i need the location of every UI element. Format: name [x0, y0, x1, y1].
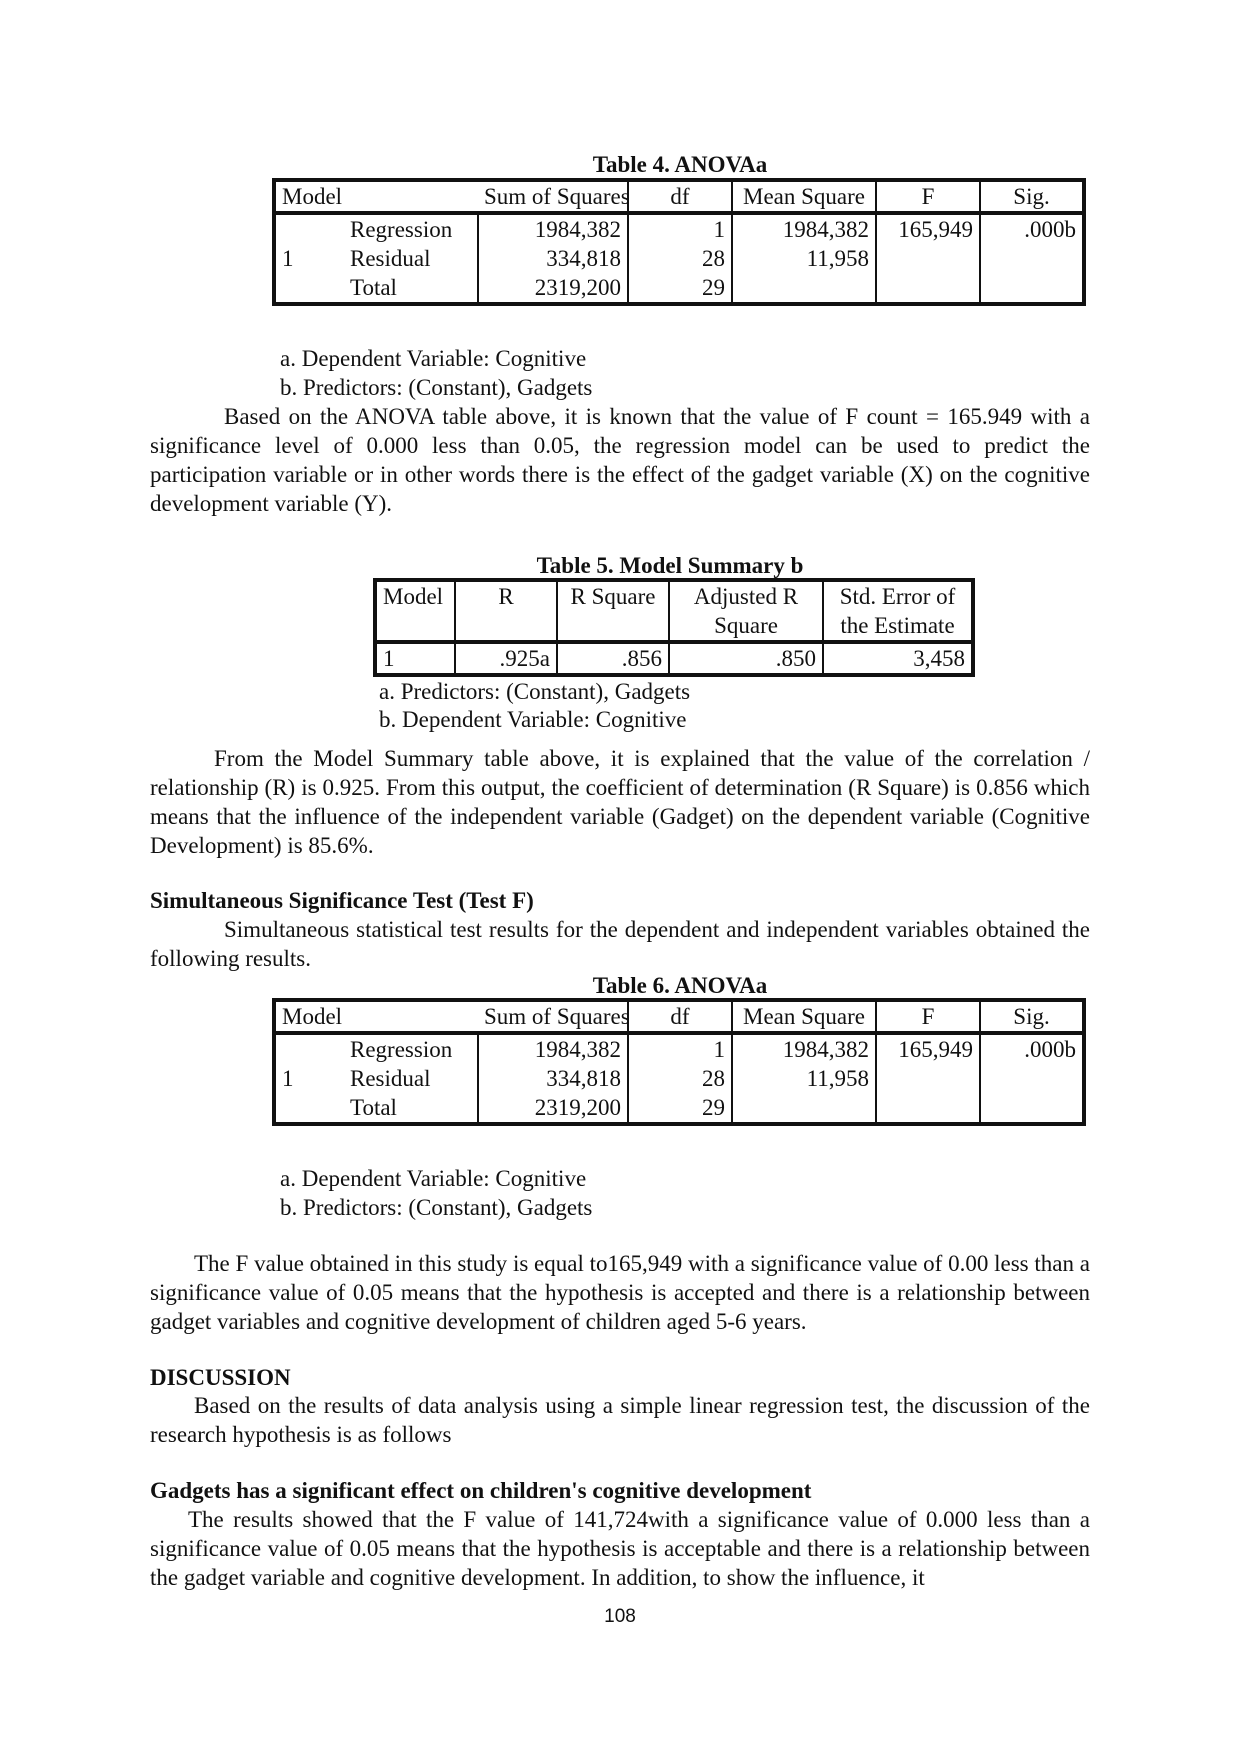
header-r: R	[455, 580, 557, 642]
cell-sig	[980, 244, 1084, 273]
table5-note-b: b. Dependent Variable: Cognitive	[379, 707, 687, 732]
cell-f	[876, 244, 980, 273]
table4-note-a: a. Dependent Variable: Cognitive	[280, 346, 587, 371]
cell-sig: .000b	[1024, 1037, 1076, 1062]
header-df: df	[628, 180, 732, 213]
cell-ms: 11,958	[732, 244, 876, 273]
table6-caption: Table 6. ANOVAa	[592, 973, 768, 998]
row-label: Total	[344, 273, 478, 304]
cell-ms	[732, 1093, 876, 1124]
table5-model-summary	[373, 578, 975, 677]
table6-note-a: a. Dependent Variable: Cognitive	[280, 1166, 587, 1191]
table6-anova	[272, 998, 1086, 1126]
row-label: Residual	[344, 1064, 478, 1093]
cell-f	[876, 1064, 980, 1093]
cell-r: .925a	[455, 642, 557, 675]
cell-ms: 1984,382	[732, 1033, 876, 1064]
cell-df: 1	[628, 1033, 732, 1064]
header-std-error: Std. Error of the Estimate	[823, 580, 973, 642]
cell-sig	[980, 1093, 1084, 1124]
header-model: Model	[274, 1000, 478, 1033]
cell-r-square: .856	[557, 642, 669, 675]
header-df: df	[628, 1000, 732, 1033]
table-row	[274, 273, 1084, 304]
paragraph-f-value-result: The F value obtained in this study is equal to165,949 with a significance value of 0.00 less than a significance value of 0.05 means that the hypothesis is accepted and there is a relationship between gadget variables and cognitive development of children aged 5-6 years.	[150, 1251, 1090, 1334]
header-model: Model	[375, 580, 455, 642]
cell-ss: 334,818	[478, 244, 628, 273]
header-f: F	[876, 1000, 980, 1033]
paragraph-simultaneous-intro: Simultaneous statistical test results for the dependent and independent variables obtained the following results.	[150, 917, 1090, 971]
cell-ms: 11,958	[732, 1064, 876, 1093]
paragraph-gadgets-effect: The results showed that the F value of 141,724with a significance value of 0.000 less than a significance value of 0.05 means that the hypothesis is acceptable and there is a relationship between the gadget variable and cognitive development. In addition, to show the influence, it	[150, 1507, 1090, 1590]
cell-sig	[980, 273, 1084, 304]
header-mean-square: Mean Square	[732, 180, 876, 213]
paragraph-discussion-intro: Based on the results of data analysis using a simple linear regression test, the discussion of the research hypothesis is as follows	[150, 1393, 1090, 1447]
table6-note-b: b. Predictors: (Constant), Gadgets	[280, 1195, 593, 1220]
table5-note-a: a. Predictors: (Constant), Gadgets	[379, 679, 691, 704]
row-label: Regression	[344, 1033, 478, 1064]
header-mean-square: Mean Square	[732, 1000, 876, 1033]
cell-f	[876, 273, 980, 304]
header-f: F	[876, 180, 980, 213]
cell-df: 28	[628, 1064, 732, 1093]
cell-std-error: 3,458	[913, 646, 965, 671]
heading-simultaneous-test: Simultaneous Significance Test (Test F)	[150, 888, 534, 913]
cell-ss: 2319,200	[478, 1093, 628, 1124]
paragraph-anova-interpretation: Based on the ANOVA table above, it is known that the value of F count = 165.949 with a significance level of 0.000 less than 0.05, the regression model can be used to predict the participation variable or in other words there is the effect of the gadget variable (X) on the cognitive development variable (Y).	[150, 404, 1090, 516]
header-sig: Sig.	[980, 180, 1084, 213]
cell-sig	[980, 1064, 1084, 1093]
table-row	[274, 244, 1084, 273]
header-sum-of-squares: Sum of Squares	[478, 180, 628, 213]
cell-model: 1	[375, 642, 455, 675]
paragraph-model-summary-interpretation: From the Model Summary table above, it is explained that the value of the correlation / relationship (R) is 0.925. From this output, the coefficient of determination (R Square) is 0.856 which means that the influence of the independent variable (Gadget) on the dependent variable (Cognitive Development) is 85.6%.	[150, 746, 1090, 858]
heading-gadgets-effect: Gadgets has a significant effect on children's cognitive development	[150, 1478, 812, 1503]
table4-anova	[272, 178, 1086, 306]
row-label: Residual	[344, 244, 478, 273]
model-number: 1	[282, 246, 294, 271]
table5-caption: Table 5. Model Summary b	[536, 553, 804, 578]
cell-ms: 1984,382	[732, 213, 876, 244]
heading-discussion: DISCUSSION	[150, 1365, 291, 1390]
cell-f: 165,949	[876, 213, 980, 244]
cell-df: 29	[628, 273, 732, 304]
cell-df: 28	[628, 244, 732, 273]
header-sig: Sig.	[980, 1000, 1084, 1033]
table4-note-b: b. Predictors: (Constant), Gadgets	[280, 375, 593, 400]
table-row	[274, 1093, 1084, 1124]
header-sum-of-squares: Sum of Squares	[478, 1000, 628, 1033]
table-row	[274, 213, 1084, 244]
table-row	[375, 642, 973, 675]
cell-df: 29	[628, 1093, 732, 1124]
row-label: Regression	[344, 213, 478, 244]
cell-df: 1	[628, 213, 732, 244]
row-label: Total	[344, 1093, 478, 1124]
header-r-square: R Square	[557, 580, 669, 642]
cell-ss: 334,818	[478, 1064, 628, 1093]
cell-ss: 1984,382	[478, 213, 628, 244]
table-row	[274, 1033, 1084, 1064]
model-number: 1	[282, 1066, 294, 1091]
cell-ss: 1984,382	[478, 1033, 628, 1064]
cell-adjusted-r-square: .850	[669, 642, 823, 675]
table-row	[274, 1064, 1084, 1093]
cell-sig: .000b	[1024, 217, 1076, 242]
table4-caption: Table 4. ANOVAa	[592, 152, 768, 177]
header-adjusted-r-square: Adjusted R Square	[669, 580, 823, 642]
page-number: 108	[604, 1606, 636, 1627]
cell-f: 165,949	[876, 1033, 980, 1064]
header-model: Model	[274, 180, 478, 213]
cell-f	[876, 1093, 980, 1124]
cell-ms	[732, 273, 876, 304]
cell-ss: 2319,200	[478, 273, 628, 304]
